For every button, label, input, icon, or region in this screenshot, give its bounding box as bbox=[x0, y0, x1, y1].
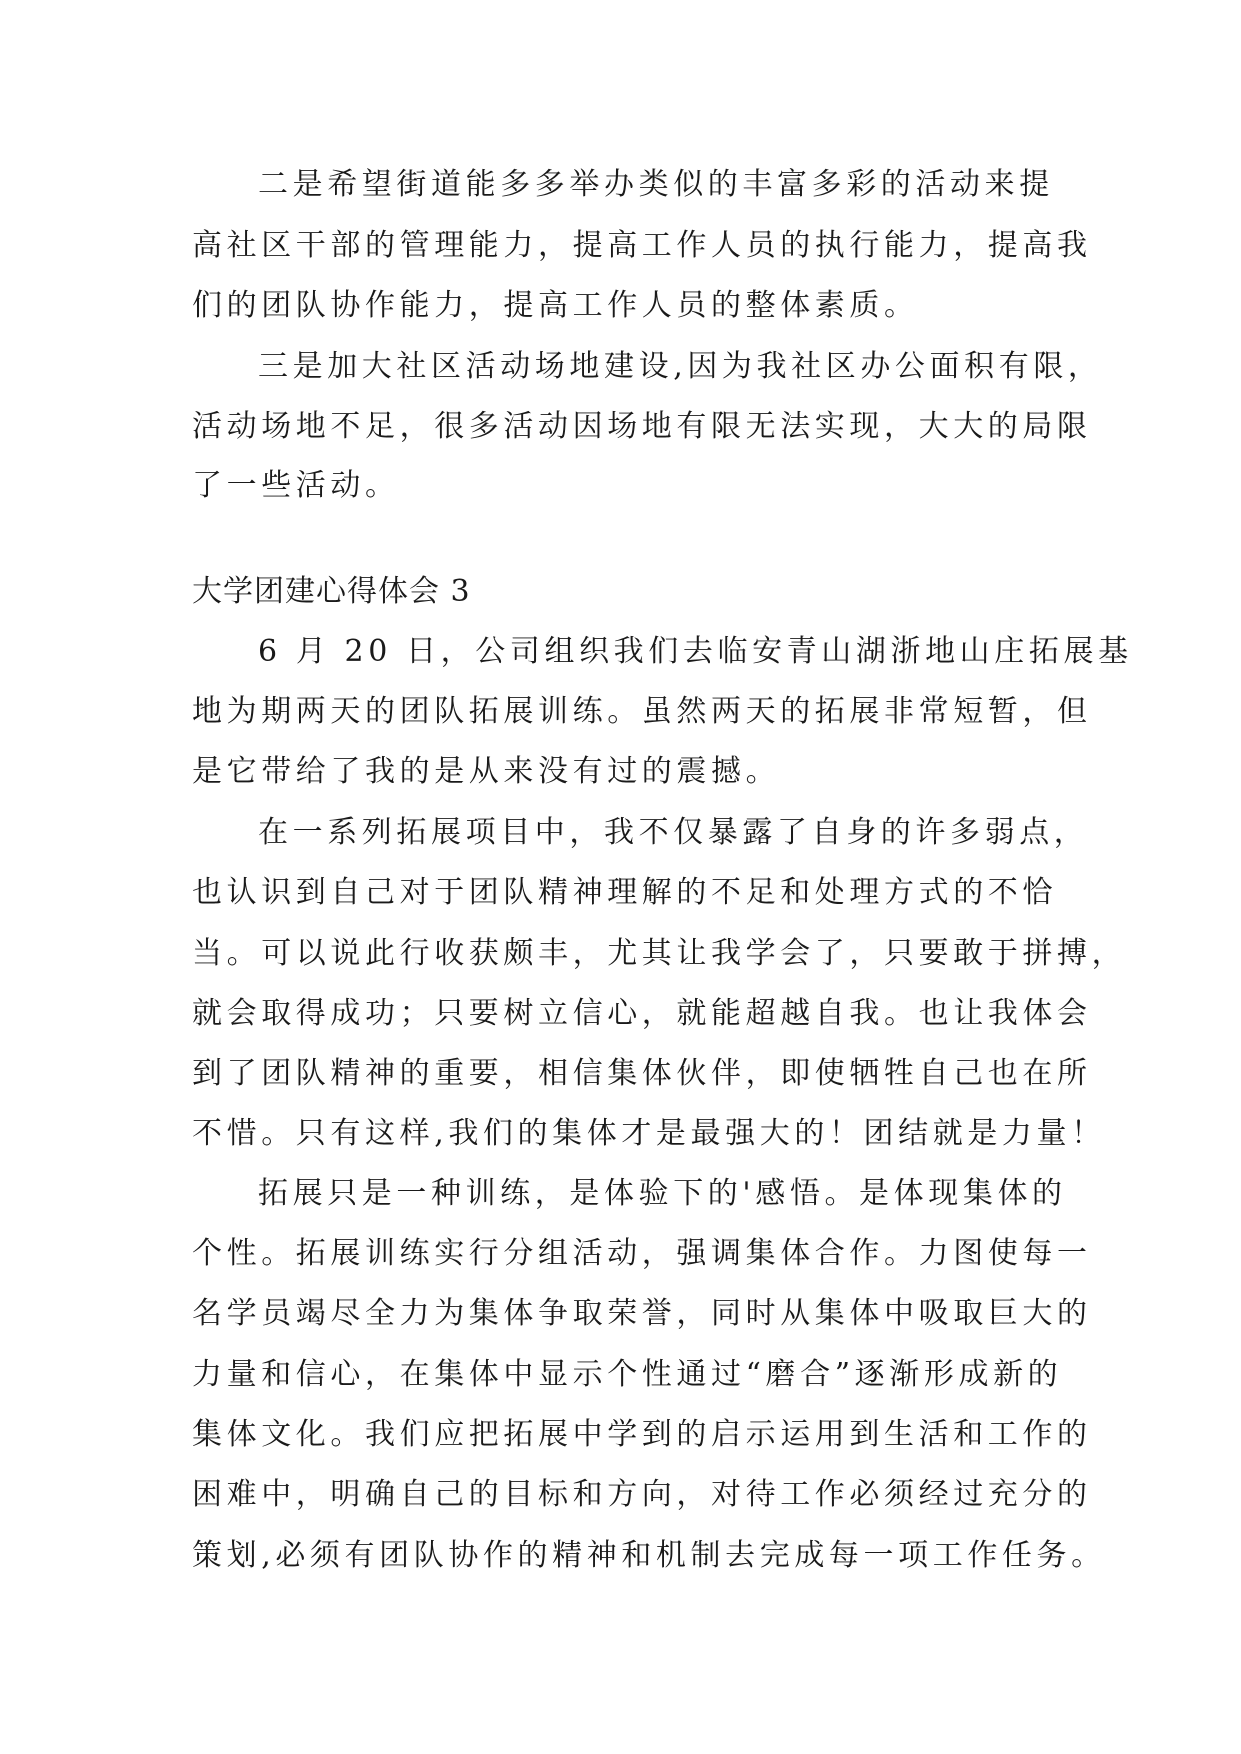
text-line: 困难中，明确自己的目标和方向，对待工作必须经过充分的 bbox=[192, 1477, 1092, 1512]
text-line: 们的团队协作能力，提高工作人员的整体素质。 bbox=[192, 288, 919, 323]
text-line: 二是希望街道能多多举办类似的丰富多彩的活动来提 bbox=[258, 167, 1054, 202]
text-line: 也认识到自己对于团队精神理解的不足和处理方式的不恰 bbox=[192, 875, 1057, 910]
text-line: 不惜。只有这样,我们的集体才是最强大的！团结就是力量！ bbox=[192, 1116, 1106, 1151]
text-line: 地为期两天的团队拓展训练。虽然两天的拓展非常短暂，但 bbox=[192, 694, 1092, 729]
section-title: 大学团建心得体会 3 bbox=[192, 574, 471, 609]
text-line: 拓展只是一种训练，是体验下的'感悟。是体现集体的 bbox=[258, 1176, 1067, 1211]
text-line: 就会取得成功；只要树立信心，就能超越自我。也让我体会 bbox=[192, 996, 1092, 1031]
text-line: 在一系列拓展项目中，我不仅暴露了自身的许多弱点， bbox=[258, 815, 1089, 850]
text-line: 了一些活动。 bbox=[192, 468, 400, 503]
text-line: 三是加大社区活动场地建设,因为我社区办公面积有限， bbox=[258, 349, 1103, 384]
text-line: 当。可以说此行收获颇丰，尤其让我学会了，只要敢于拼搏， bbox=[192, 936, 1127, 971]
text-line: 6 月 20 日，公司组织我们去临安青山湖浙地山庄拓展基 bbox=[258, 634, 1133, 669]
text-line: 个性。拓展训练实行分组活动，强调集体合作。力图使每一 bbox=[192, 1236, 1092, 1271]
text-line: 集体文化。我们应把拓展中学到的启示运用到生活和工作的 bbox=[192, 1417, 1092, 1452]
text-line: 力量和信心，在集体中显示个性通过“磨合”逐渐形成新的 bbox=[192, 1357, 1063, 1392]
text-line: 高社区干部的管理能力，提高工作人员的执行能力，提高我 bbox=[192, 228, 1092, 263]
text-line: 策划,必须有团队协作的精神和机制去完成每一项工作任务。 bbox=[192, 1538, 1106, 1573]
text-line: 是它带给了我的是从来没有过的震撼。 bbox=[192, 754, 781, 789]
text-line: 名学员竭尽全力为集体争取荣誉，同时从集体中吸取巨大的 bbox=[192, 1296, 1092, 1331]
text-line: 活动场地不足，很多活动因场地有限无法实现，大大的局限 bbox=[192, 409, 1092, 444]
text-line: 到了团队精神的重要，相信集体伙伴，即使牺牲自己也在所 bbox=[192, 1056, 1092, 1091]
